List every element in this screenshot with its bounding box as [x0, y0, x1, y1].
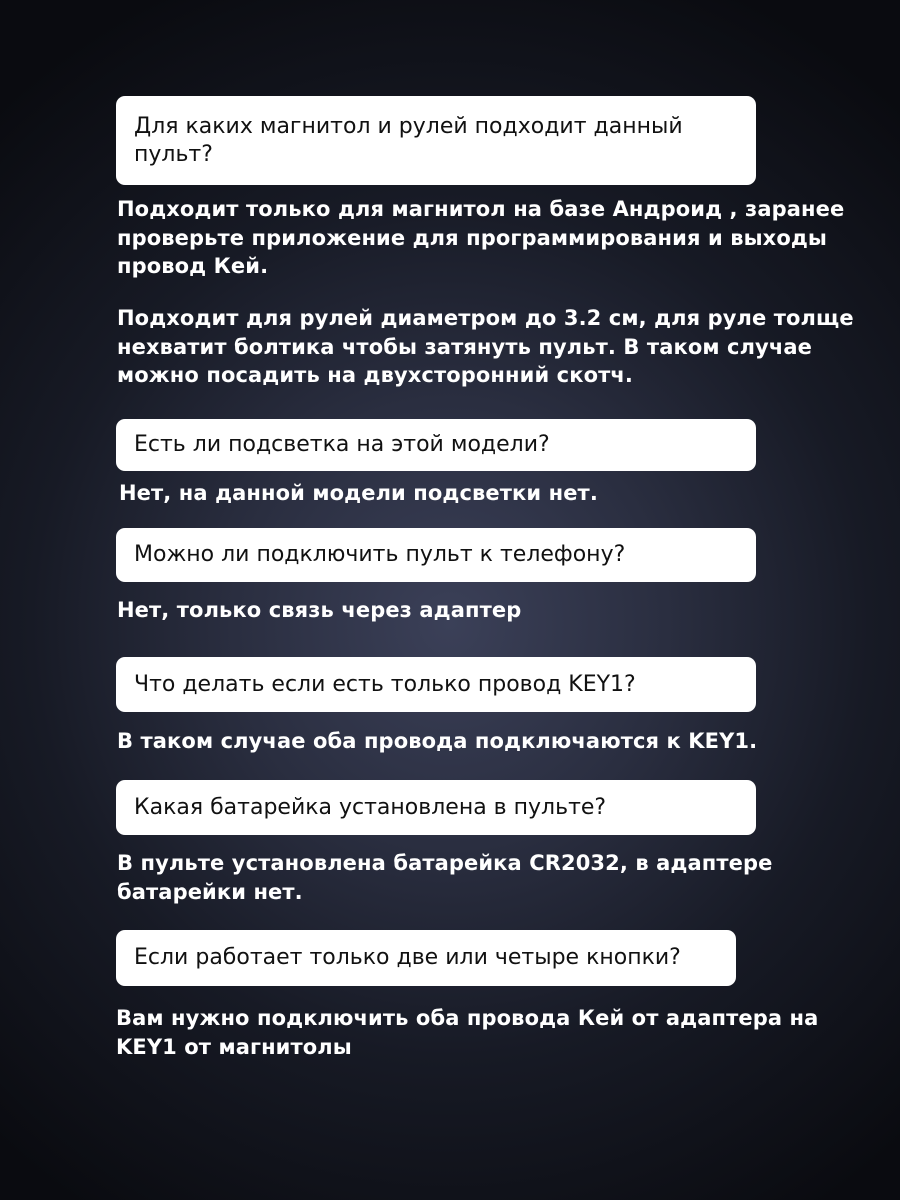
faq-answer-4: В таком случае оба провода подключаются к KEY1.: [117, 729, 758, 753]
faq-question-4: [116, 657, 756, 712]
faq-answer-1-part-2: Подходит для рулей диаметром до 3.2 см, для руле толще нехватит болтика чтобы затянуть пульт. В таком случае можно посадить на двухсторонний скотч.: [117, 306, 854, 387]
faq-question-2-text: Есть ли подсветка на этой модели?: [134, 432, 550, 457]
faq-answer-1-part-1: Подходит только для магнитол на базе Андроид , заранее проверьте приложение для программирования и выходы провод Кей.: [117, 197, 845, 278]
faq-question-1-text: Для каких магнитол и рулей подходит данный пульт?: [134, 113, 683, 167]
faq-answer-2: Нет, на данной модели подсветки нет.: [119, 481, 598, 505]
faq-question-5: [116, 780, 756, 835]
faq-question-1: [116, 96, 756, 185]
faq-answer-5: В пульте установлена батарейка CR2032, в адаптере батарейки нет.: [117, 851, 773, 904]
faq-question-4-text: Что делать если есть только провод KEY1?: [134, 671, 636, 697]
faq-question-2: [116, 419, 756, 471]
faq-question-6-text: Если работает только две или четыре кнопки?: [134, 945, 681, 970]
faq-answer-3: Нет, только связь через адаптер: [117, 598, 522, 622]
faq-answer-6: Вам нужно подключить оба провода Кей от адаптера на KEY1 от магнитолы: [116, 1006, 819, 1059]
faq-question-6: [116, 930, 736, 986]
faq-question-3-text: Можно ли подключить пульт к телефону?: [134, 542, 626, 567]
faq-question-3: [116, 528, 756, 582]
faq-question-5-text: Какая батарейка установлена в пульте?: [134, 794, 607, 820]
